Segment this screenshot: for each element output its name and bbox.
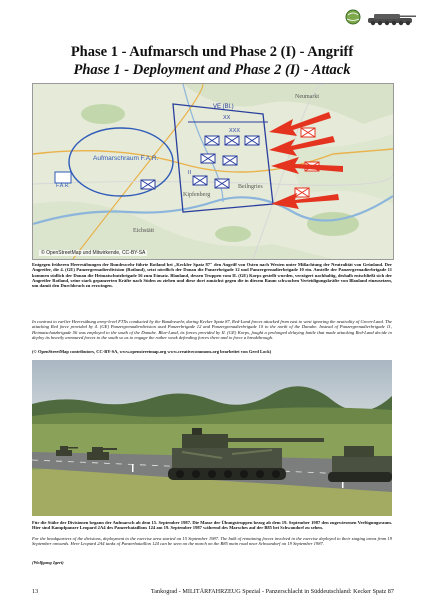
footer-text: Tankograd - MILITÄRFAHRZEUG Spezial - Panzerschlacht in Süddeutschland: Kecker Spatz 87 bbox=[150, 588, 394, 595]
page-number: 13 bbox=[32, 588, 39, 595]
page-title-english: Phase 1 - Deployment and Phase 2 (I) - Attack bbox=[73, 62, 351, 78]
tank-logo-icon bbox=[368, 14, 416, 25]
deployment-area-label: Aufmarschraum F.A.R. bbox=[93, 155, 159, 162]
tank-column-photo bbox=[32, 360, 392, 516]
map-attribution: © OpenStreetMap und Mitwirkende, CC-BY-SA bbox=[41, 250, 146, 256]
page-title-german: Phase 1 - Aufmarsch und Phase 2 (I) - Angriff bbox=[70, 44, 354, 60]
photo-caption-german: Für die Stäbe der Divisionen begann der Aufmarsch ab dem 15. September 1987. Die Masse der Übungstruppen bezog ab dem 19. September 1987 den zugewiesenen Verfügungsraum. Hier sind Kampfpanzer Leopard 2A4 des Panzerbataillons 124 am 19. September 1987 während des Marsches auf der B85 bei Schwandorf zu sehen. bbox=[32, 520, 392, 531]
publisher-logos bbox=[344, 6, 418, 28]
body-text-english: In contrast to earlier Heeresübung army-level FTXs conducted by the Bundeswehr, during Kecker Spatz 87, Red-Land forces attacked from east to west ignoring the neutrality of Green-Land. The attacking Red force provided by 4. (GE) Panzergrenadierdivision used Panzerbrigade 12 and Panzergrenadierbrigade 10 to the north of the Danube. Instead of Panzergrenadierbrigade 11, Heimatschutzbrigade 56 was employed to the south of the Danube. Blue-Land, its forces provided by II. (GE) Korps, fought a prolonged delaying battle that made attacking Red-Land decide to deploy its heavily armoured forces to the south so as to engage the rather weak defending forces there and to force a breakthrough. bbox=[32, 319, 392, 340]
map-place-label: Kipfenberg bbox=[183, 192, 211, 198]
map-credit: (© OpenStreetMap contributors, CC-BY-SA, www.openstreetmap.org www.creativecommons.org bearbeitet von Gerd Lock) bbox=[32, 349, 272, 354]
map-unit-label: XXX bbox=[229, 128, 241, 134]
far-unit-label: F.A.R. bbox=[56, 183, 70, 189]
map-place-label: Neumarkt bbox=[295, 94, 319, 100]
map-unit-label: XX bbox=[223, 115, 231, 121]
photo-caption-english: For the headquarters of the divisions, deployment to the exercise area started on 15 September 1987. The bulk of remaining forces involved in the exercise deployed to their staging areas from 19 September onwards. Here Leopard 2A4 tanks of Panzerbataillon 124 can be seen on the march on the B85 main road near Schwandorf on 19 September 1987. bbox=[32, 536, 392, 547]
map-unit-label: VE (Bl.) bbox=[213, 104, 234, 110]
body-text-german: Entgegen früheren Heeresübungen der Bundeswehr führte Rotland bei „Keckler Spatz 87" den Angriff von Osten nach Westen unter Mißachtung der Neutralität von Grünland. Der Angreifer, die 4. (GE) Panzergrenadierdivision (Rotland), setzt nördlich der Donau die Panzerbrigade 12 und Panzergrenadierbrigade 10 ein. Anstelle der Panzergrenadierbrigade 11 kommen südlich der Donau die Heimatschutzbrigade 56 zum Einsatz. Blauland, dessen Truppen vom II. (GE) Korps gestellt wurden, verzögert nachhaltig, deshalb entschließt sich der Angreifer Rotland, seine stark gepanzerten Kräfte nach Süden zu ziehen und diese dort zunächst gegen die in diesem Raum schwachen Verteidigungskräfte von Blauland einzusetzen, um damit den Durchbruch zu erzwingen. bbox=[32, 262, 392, 289]
map-place-label: Eichstätt bbox=[133, 228, 154, 234]
deployment-map bbox=[32, 83, 394, 260]
globe-logo-icon bbox=[346, 10, 360, 24]
map-unit-label: II bbox=[188, 170, 192, 176]
photo-credit: (Wolfgang Igert) bbox=[32, 560, 64, 565]
map-place-label: Beilngries bbox=[238, 184, 263, 190]
